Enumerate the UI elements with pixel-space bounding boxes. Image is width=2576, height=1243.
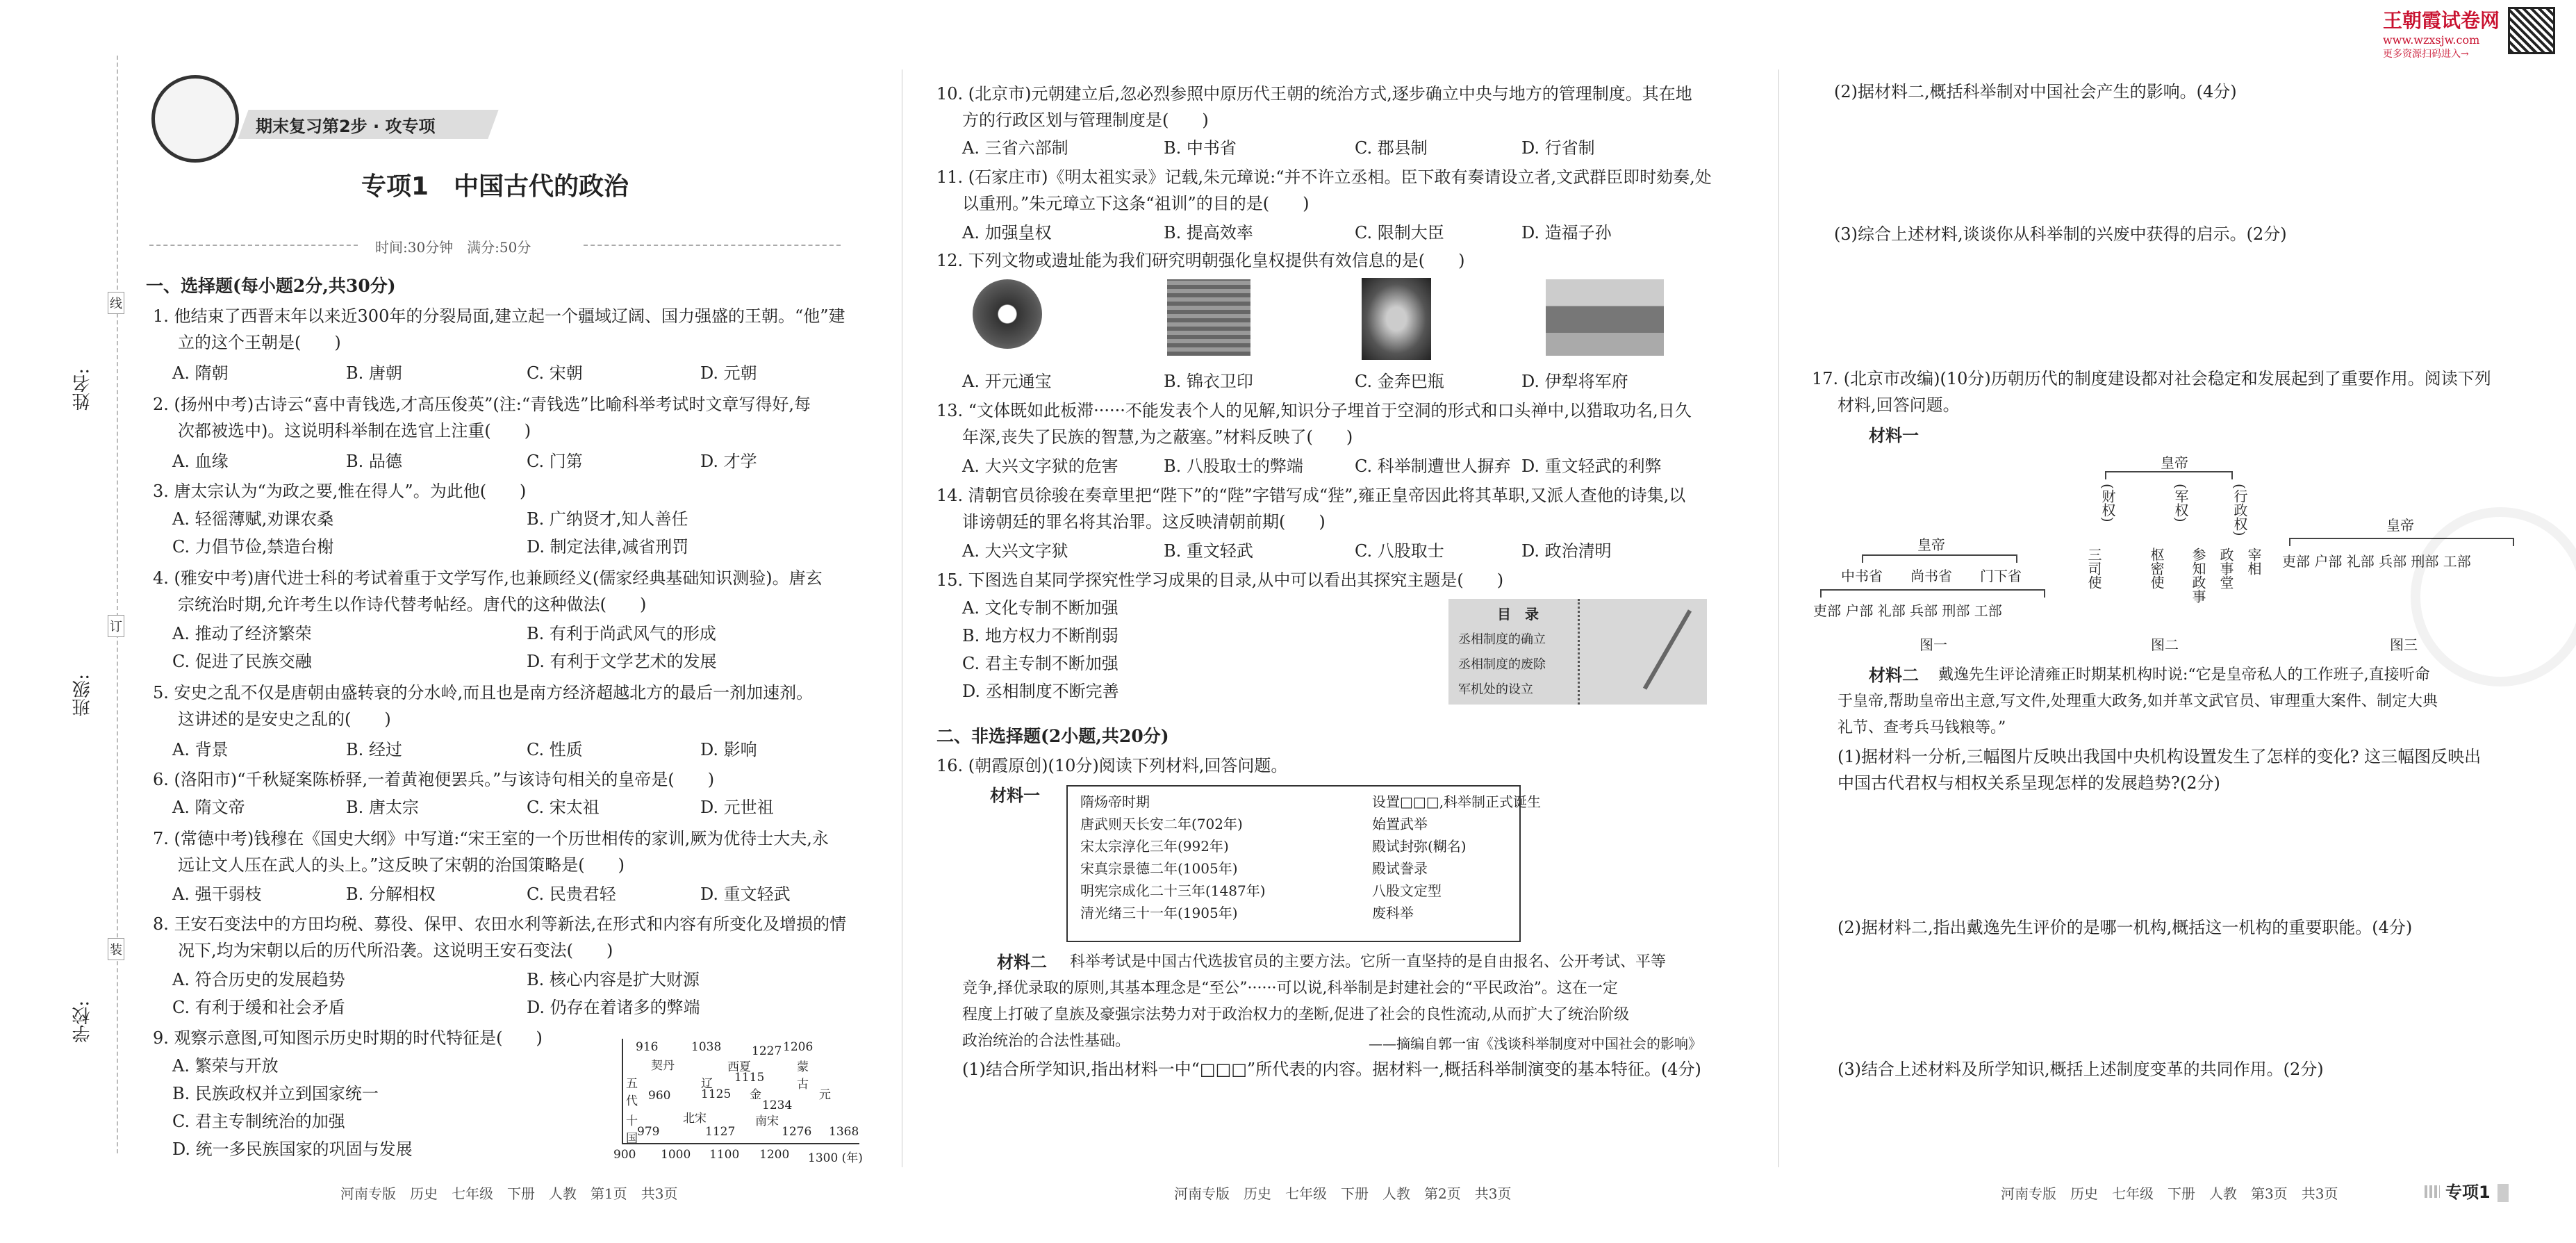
section-tag-icon <box>2425 1185 2440 1198</box>
option-a[interactable]: A. 繁荣与开放 <box>172 1056 279 1076</box>
option-a[interactable]: A. 轻徭薄赋,劝课农桑 <box>172 509 334 529</box>
axis-tick: 1000 <box>661 1148 691 1162</box>
org-chart-2 <box>2077 452 2286 618</box>
table-row <box>1080 835 1541 857</box>
cut-mark: 线 <box>108 292 124 314</box>
option-d[interactable]: D. 伊犁将军府 <box>1521 372 1628 391</box>
chart-label: 1127 <box>705 1125 736 1139</box>
school-label: 学校: <box>72 1001 93 1043</box>
chart-node: 吏部 户部 礼部 兵部 刑部 工部 <box>1813 602 2002 619</box>
chart-node: (军权) <box>2172 484 2189 522</box>
page-footer: 河南专版 历史 七年级 下册 人教 第3页 共3页 <box>2001 1185 2338 1202</box>
option-d[interactable]: D. 才学 <box>700 452 757 471</box>
question-stem: 宗统治时期,允许考生以作诗代替考帖经。唐代的这种做法( ) <box>178 595 647 614</box>
sub-question: 中国古代君权与相权关系呈现怎样的发展趋势?(2分) <box>1838 773 2220 793</box>
question-stem: 10. (北京市)元朝建立后,忽必烈参照中原历代王朝的统治方式,逐步确立中央与地方的管理制度。其在地 <box>936 84 1692 104</box>
material-label: 材料一 <box>1869 425 1919 445</box>
question-stem: 17. (北京市改编)(10分)历朝历代的制度建设都对社会稳定和发展起到了重要作用。阅读下列 <box>1812 369 2491 388</box>
table-row <box>1080 791 1541 813</box>
question-stem: 13. “文体既如此板滞······不能发表个人的见解,知识分子埋首于空洞的形式和口头禅中,以猎取功名,日久 <box>936 401 1692 420</box>
option-d[interactable]: D. 制定法律,减省刑罚 <box>527 537 689 557</box>
sub-question: (1)据材料一分析,三幅图片反映出我国中央机构设置发生了怎样的变化? 这三幅图反映出 <box>1838 747 2482 766</box>
option-c[interactable]: C. 门第 <box>527 452 583 471</box>
option-a[interactable]: A. 大兴文字狱 <box>962 541 1068 561</box>
option-a[interactable]: A. 隋朝 <box>172 363 229 383</box>
table-cell: 殿试封弥(糊名) <box>1372 838 1467 855</box>
material-text: 于皇帝,帮助皇帝出主意,写文件,处理重大政务,如并革文武官员、审理重大案件、制定大典 <box>1838 693 2438 710</box>
timeline-chart <box>622 1039 859 1144</box>
table-cell: 隋炀帝时期 <box>1080 793 1150 810</box>
option-b[interactable]: B. 广纳贤才,知人善任 <box>527 509 688 529</box>
option-c[interactable]: C. 宋太祖 <box>527 798 600 817</box>
timeline-axis <box>613 1148 864 1164</box>
option-a[interactable]: A. 三省六部制 <box>962 138 1068 158</box>
seal-image <box>1167 279 1250 356</box>
chart-label: 1115 <box>734 1071 765 1085</box>
chart-node: 参知政事 <box>2190 548 2206 603</box>
chart-label: 北宋 <box>683 1112 707 1126</box>
connector <box>2105 471 2233 479</box>
option-d[interactable]: D. 行省制 <box>1521 138 1595 158</box>
table-cell: 清光绪三十一年(1905年) <box>1080 905 1238 921</box>
figure-caption: 图三 <box>2390 636 2418 653</box>
option-d[interactable]: D. 政治清明 <box>1521 541 1612 561</box>
question-stem: 11. (石家庄市)《明太祖实录》记载,朱元璋说:“并不许立丞相。臣下敢有奏请设立者,文武群臣即时劾奏,处 <box>936 167 1712 187</box>
option-c[interactable]: C. 促进了民族交融 <box>172 652 312 671</box>
chart-label: 五代 <box>626 1077 638 1108</box>
option-b[interactable]: B. 锦衣卫印 <box>1164 372 1253 391</box>
material-text: 程度上打破了皇族及豪强宗法势力对于政治权力的垄断,促进了社会的良性流动,从而扩大了统治阶级 <box>962 1006 1629 1023</box>
option-c[interactable]: C. 郡县制 <box>1355 138 1428 158</box>
figure-caption: 图二 <box>2151 636 2179 653</box>
option-d[interactable]: D. 有利于文学艺术的发展 <box>527 652 717 671</box>
option-a[interactable]: A. 血缘 <box>172 452 229 471</box>
option-a[interactable]: A. 强干弱枝 <box>172 884 262 904</box>
option-d[interactable]: D. 元朝 <box>700 363 757 383</box>
table-cell: 唐武则天长安二年(702年) <box>1080 816 1243 832</box>
chart-label: 十国 <box>626 1114 638 1146</box>
option-b[interactable]: B. 品德 <box>346 452 402 471</box>
brand-slogan: 更多资源扫码进入→ <box>2383 49 2469 60</box>
question-stem: 14. 清朝官员徐骏在奏章里把“陛下”的“陛”字错写成“狴”,雍正皇帝因此将其革职,又派人查他的诗集,以 <box>936 486 1686 505</box>
axis-tick: 1200 <box>759 1148 790 1162</box>
exam-meta: 时间:30分钟 满分:50分 <box>375 239 531 256</box>
question-stem: 立的这个王朝是( ) <box>178 333 341 352</box>
table-row <box>1080 880 1541 902</box>
section-tag-bar <box>2497 1184 2509 1202</box>
material-text: 戴逸先生评论清雍正时期某机构时说:“它是皇帝私人的工作班子,直接听命 <box>1938 666 2430 684</box>
pen-icon <box>1643 609 1692 690</box>
chart-node: 门下省 <box>1980 568 2022 584</box>
chart-node: 吏部 户部 礼部 兵部 刑部 工部 <box>2282 553 2471 570</box>
chart-label: 916 <box>636 1040 659 1054</box>
option-a[interactable]: A. 开元通宝 <box>962 372 1052 391</box>
material-text: 政治统治的合法性基础。 <box>962 1032 1131 1050</box>
material-text: 科举考试是中国古代选拔官员的主要方法。它所一直坚持的是自由报名、公开考试、平等 <box>1070 953 1667 971</box>
figure-caption: 图一 <box>1919 636 1947 653</box>
table-row <box>1080 902 1541 924</box>
section-tag <box>2425 1178 2509 1203</box>
option-b[interactable]: B. 分解相权 <box>346 884 436 904</box>
chart-label: 1227 <box>752 1044 782 1058</box>
option-d[interactable]: D. 仍存在着诸多的弊端 <box>527 998 700 1017</box>
toc-item: 丞相制度的废除 <box>1458 657 1546 672</box>
qr-code-icon <box>2508 7 2555 54</box>
toc-card <box>1448 599 1707 705</box>
chart-label: 西夏 <box>727 1060 751 1074</box>
divider <box>149 245 358 246</box>
chart-node: 中书省 <box>1841 568 1883 584</box>
chart-label: 960 <box>648 1089 671 1103</box>
question-stem: 7. (常德中考)钱穆在《国史大纲》中写道:“宋王室的一个历世相传的家训,厥为优待士大夫,永 <box>153 829 829 848</box>
option-a[interactable]: A. 隋文帝 <box>172 798 245 817</box>
option-c[interactable]: C. 力倡节俭,禁造台榭 <box>172 537 334 557</box>
option-c[interactable]: C. 八股取士 <box>1355 541 1444 561</box>
table-row <box>1080 813 1541 835</box>
question-stem: 15. 下图选自某同学探究性学习成果的目录,从中可以看出其探究主题是( ) <box>936 570 1504 590</box>
binding-line <box>117 56 118 1153</box>
table-cell: 废科举 <box>1372 905 1414 921</box>
option-c[interactable]: C. 有利于缓和社会矛盾 <box>172 998 345 1017</box>
option-b[interactable]: B. 八股取士的弊端 <box>1164 456 1303 476</box>
option-a[interactable]: A. 推动了经济繁荣 <box>172 624 312 643</box>
chart-label: 1276 <box>782 1125 812 1139</box>
divider <box>584 245 841 246</box>
option-b[interactable]: B. 重文轻武 <box>1164 541 1253 561</box>
table-cell: 殿试誊录 <box>1372 860 1428 877</box>
question-stem: 次都被选中)。这说明科举制在选官上注重( ) <box>178 421 531 441</box>
question-stem: 远让文人压在武人的头上。”这反映了宋朝的治国策略是( ) <box>178 855 625 875</box>
axis-tick: 900 <box>613 1148 636 1162</box>
brand-seal-logo <box>151 75 239 163</box>
question-stem: 材料,回答问题。 <box>1838 395 1960 415</box>
toc-item: 丞相制度的确立 <box>1458 632 1546 647</box>
option-b[interactable]: B. 核心内容是扩大财源 <box>527 970 700 989</box>
sub-question: (3)综合上述材料,谈谈你从科举制的兴废中获得的启示。(2分) <box>1834 224 2287 244</box>
question-stem: 3. 唐太宗认为“为政之要,惟在得人”。为此他( ) <box>153 481 527 501</box>
option-c[interactable]: C. 君主专制统治的加强 <box>172 1112 345 1131</box>
material-source: ——摘编自郭一宙《浅谈科举制度对中国社会的影响》 <box>1369 1035 1702 1052</box>
question-stem: 这讲述的是安史之乱的( ) <box>178 709 391 729</box>
option-c[interactable]: C. 性质 <box>527 740 583 759</box>
chart-node: 政事堂 <box>2218 548 2234 589</box>
question-stem: 4. (雅安中考)唐代进士科的考试着重于文学写作,也兼顾经义(儒家经典基础知识测验)。唐玄 <box>153 568 823 588</box>
option-b[interactable]: B. 提高效率 <box>1164 223 1253 242</box>
material-text: 竞争,择优录取的原则,其基本理念是“至公”······可以说,科举制是封建社会的“平民政治”。这在一定 <box>962 980 1618 997</box>
option-b[interactable]: B. 经过 <box>346 740 402 759</box>
option-a[interactable]: A. 大兴文字狱的危害 <box>962 456 1118 476</box>
general-office-image <box>1546 279 1664 356</box>
question-stem: 方的行政区划与管理制度是( ) <box>962 110 1209 130</box>
question-stem: 12. 下列文物或遗址能为我们研究明朝强化皇权提供有效信息的是( ) <box>936 251 1465 270</box>
notebook-spiral <box>1578 599 1584 705</box>
option-c[interactable]: C. 科举制遭世人摒弃 <box>1355 456 1511 476</box>
golden-urn-image <box>1362 278 1431 360</box>
chart-node: 宰相 <box>2245 548 2262 575</box>
option-b[interactable]: B. 唐太宗 <box>346 798 419 817</box>
class-label: 班级: <box>72 674 93 716</box>
chart-label: 1368 <box>829 1125 859 1139</box>
material-table-rows <box>1080 791 1541 924</box>
chart-label: 元 <box>819 1088 831 1102</box>
question-stem: 8. 王安石变法中的方田均税、募役、保甲、农田水利等新法,在形式和内容有所变化及增损的情 <box>153 914 847 934</box>
question-stem: 5. 安史之乱不仅是唐朝由盛转衰的分水岭,而且也是南方经济超越北方的最后一剂加速剂。 <box>153 683 814 702</box>
option-b[interactable]: B. 中书省 <box>1164 138 1237 158</box>
material-label: 材料一 <box>990 785 1040 805</box>
chart-node: 三司使 <box>2086 548 2102 589</box>
question-stem: 16. (朝霞原创)(10分)阅读下列材料,回答问题。 <box>936 756 1288 775</box>
material-text: 礼节、查考兵马钱粮等。” <box>1838 719 2006 736</box>
question-stem: 1. 他结束了西晋末年以来近300年的分裂局面,建立起一个疆域辽阔、国力强盛的王朝。“他”建 <box>153 306 845 326</box>
chart-label: 979 <box>637 1125 660 1139</box>
material-label: 材料二 <box>997 952 1047 972</box>
watermark-stamp <box>2411 507 2576 686</box>
chart-label: 1038 <box>691 1040 722 1054</box>
option-c[interactable]: C. 宋朝 <box>527 363 583 383</box>
connector <box>1862 554 2017 563</box>
question-stem: 以重刑。”朱元璋立下这条“祖训”的目的是( ) <box>962 194 1310 213</box>
option-b[interactable]: B. 民族政权并立到国家统一 <box>172 1084 379 1103</box>
sub-question: (3)结合上述材料及所学知识,概括上述制度变革的共同作用。(2分) <box>1838 1060 2324 1079</box>
header-band-text: 期末复习第2步 · 攻专项 <box>256 117 436 136</box>
question-stem: 2. (扬州中考)古诗云“喜中青钱选,才高压俊英”(注:“青钱选”比喻科举考试时文章写得好,每 <box>153 395 811 414</box>
table-cell: 始置武举 <box>1372 816 1428 832</box>
option-b[interactable]: B. 地方权力不断削弱 <box>962 626 1118 645</box>
option-a[interactable]: A. 文化专制不断加强 <box>962 598 1118 618</box>
chart-label: 契丹 <box>651 1059 675 1073</box>
question-stem: 9. 观察示意图,可知图示历史时期的时代特征是( ) <box>153 1028 543 1048</box>
table-cell: 设置□□□,科举制正式诞生 <box>1372 793 1542 810</box>
chart-label: 蒙古 <box>797 1060 809 1092</box>
page-footer: 河南专版 历史 七年级 下册 人教 第2页 共3页 <box>1174 1185 1512 1202</box>
option-d[interactable]: D. 统一多民族国家的巩固与发展 <box>172 1139 413 1159</box>
chart-label: 1234 <box>762 1098 793 1112</box>
option-c[interactable]: C. 君主专制不断加强 <box>962 654 1118 673</box>
option-d[interactable]: D. 元世祖 <box>700 798 774 817</box>
section-heading: 二、非选择题(2小题,共20分) <box>936 726 1169 746</box>
chart-label: 1125 <box>701 1087 732 1101</box>
table-cell: 明宪宗成化二十三年(1487年) <box>1080 882 1266 899</box>
option-d[interactable]: D. 影响 <box>700 740 757 759</box>
toc-title: 目 录 <box>1497 606 1539 623</box>
chart-node: (行政权) <box>2231 484 2248 536</box>
toc-item: 军机处的设立 <box>1458 682 1533 697</box>
material-label: 材料二 <box>1869 665 1919 685</box>
option-a[interactable]: A. 背景 <box>172 740 229 759</box>
chart-node: 皇帝 <box>2386 517 2414 534</box>
sub-question: (2)据材料二,概括科举制对中国社会产生的影响。(4分) <box>1834 82 2237 101</box>
table-cell: 宋真宗景德二年(1005年) <box>1080 860 1238 877</box>
org-chart-1 <box>1813 534 2049 619</box>
chart-node: 皇帝 <box>2161 454 2188 471</box>
question-stem: 年深,丧失了民族的智慧,为之蔽塞。”材料反映了( ) <box>962 427 1353 447</box>
sub-question: (2)据材料二,指出戴逸先生评价的是哪一机构,概括这一机构的重要职能。(4分) <box>1838 918 2413 937</box>
chart-node: 皇帝 <box>1917 536 1945 553</box>
chart-label: 南宋 <box>755 1114 779 1128</box>
option-a[interactable]: A. 符合历史的发展趋势 <box>172 970 345 989</box>
question-stem: 6. (洛阳市)“千秋疑案陈桥驿,一着黄袍便罢兵。”与该诗句相关的皇帝是( ) <box>153 770 715 789</box>
question-stem: 况下,均为宋朝以后的历代所沿袭。这说明王安石变法( ) <box>178 941 613 960</box>
axis-tick: 1100 <box>709 1148 740 1162</box>
table-row <box>1080 857 1541 880</box>
option-b[interactable]: B. 有利于尚武风气的形成 <box>527 624 716 643</box>
option-d[interactable]: D. 重文轻武 <box>700 884 791 904</box>
name-label: 姓名: <box>72 368 93 411</box>
cut-mark: 订 <box>108 615 124 637</box>
axis-tick: 1300 (年) <box>808 1151 863 1165</box>
section-tag-label: 专项1 <box>2445 1183 2491 1202</box>
table-cell: 八股文定型 <box>1372 882 1442 899</box>
option-d[interactable]: D. 重文轻武的利弊 <box>1521 456 1662 476</box>
chart-label: 金 <box>750 1088 761 1102</box>
chart-node: 尚书省 <box>1910 568 1952 584</box>
sub-question: (1)结合所学知识,指出材料一中“□□□”所代表的内容。据材料一,概括科举制演变的基本特征。(4分) <box>962 1060 1701 1079</box>
question-stem: 诽谤朝廷的罪名将其治罪。这反映清朝前期( ) <box>962 512 1326 532</box>
page-footer: 河南专版 历史 七年级 下册 人教 第1页 共3页 <box>340 1185 678 1202</box>
table-cell: 宋太宗淳化三年(992年) <box>1080 838 1229 855</box>
section-heading: 一、选择题(每小题2分,共30分) <box>146 276 396 296</box>
brand-name: 王朝霞试卷网 <box>2383 9 2500 32</box>
chart-label: 辽 <box>701 1077 713 1091</box>
option-c[interactable]: C. 限制大臣 <box>1355 223 1444 242</box>
cut-mark: 装 <box>108 938 124 960</box>
option-d[interactable]: D. 造福子孙 <box>1521 223 1612 242</box>
connector <box>1820 589 2045 598</box>
chart-node: (财权) <box>2099 484 2116 522</box>
brand-url: www.wzxsjw.com <box>2383 33 2480 47</box>
brand-logo <box>2383 6 2500 60</box>
page-title: 专项1 中国古代的政治 <box>361 172 629 201</box>
column-divider <box>1778 69 1779 1167</box>
option-c[interactable]: C. 民贵君轻 <box>527 884 616 904</box>
option-b[interactable]: B. 唐朝 <box>346 363 402 383</box>
option-d[interactable]: D. 丞相制度不断完善 <box>962 682 1119 701</box>
chart-node: 枢密使 <box>2148 548 2165 589</box>
option-a[interactable]: A. 加强皇权 <box>962 223 1052 242</box>
coin-image <box>973 279 1042 349</box>
chart-label: 1206 <box>783 1040 814 1054</box>
option-c[interactable]: C. 金奔巴瓶 <box>1355 372 1444 391</box>
